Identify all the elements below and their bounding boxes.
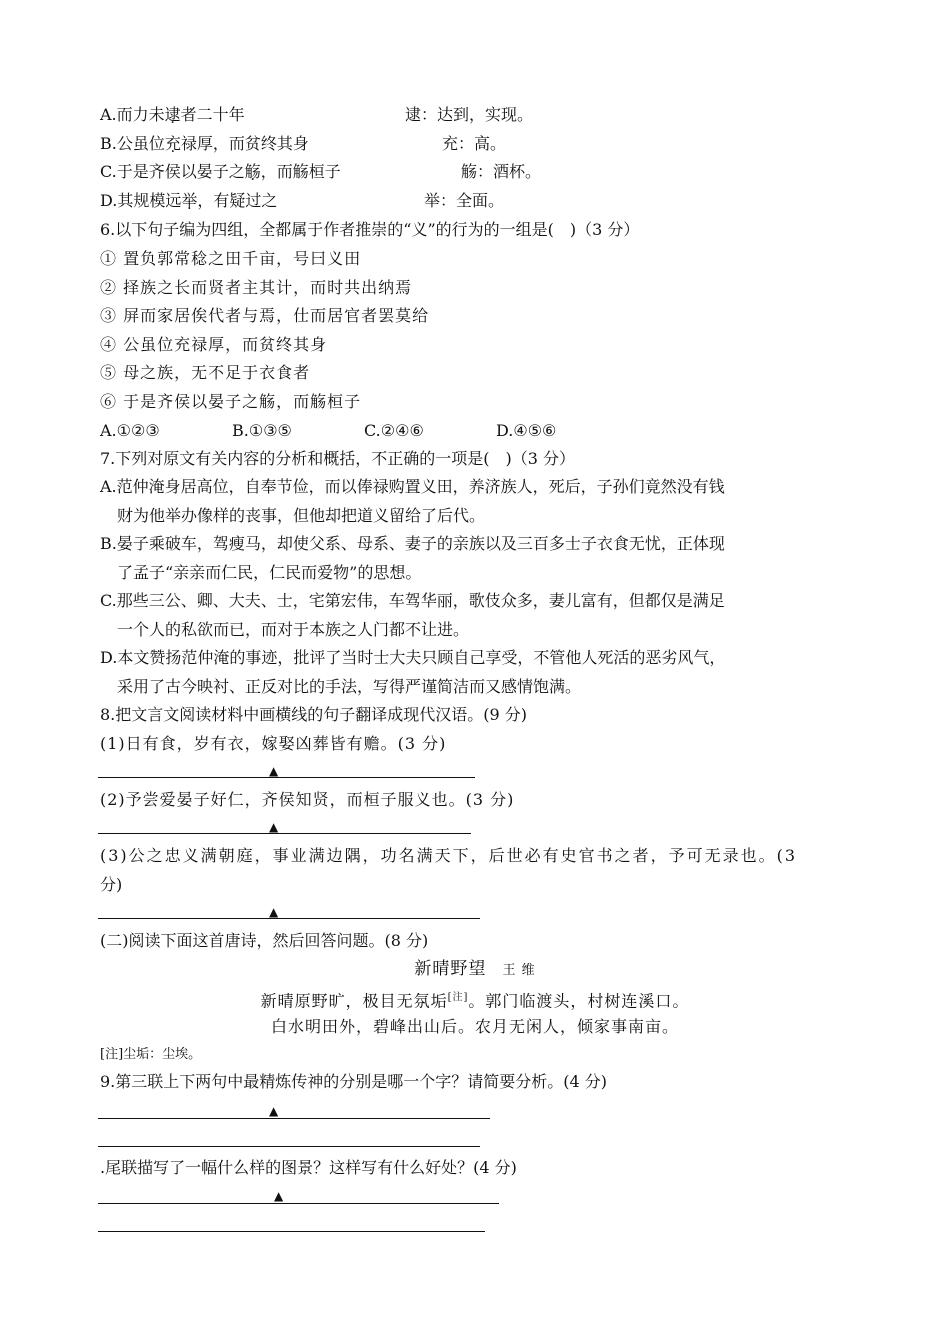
emphasis-dot: 觞: [244, 162, 261, 181]
emphasis-dot: 逮: [164, 105, 181, 124]
q8-sentence-2: (2)予尝爱晏子好仁，齐侯知贤，而桓子服义也。(3 分): [100, 790, 515, 809]
q6-option-d: D.④⑤⑥: [496, 421, 557, 440]
q7-option-b: B.晏子乘破车，驾瘦马，却使父系、母系、妻子的亲族以及三百多士子衣食无忧，正体现: [100, 534, 725, 553]
q5-option-c: C.于是齐侯以晏子之觞，而觞桓子: [100, 162, 341, 181]
q5-gloss-c: 觞：酒杯。: [461, 162, 542, 181]
poem-author: 王 维: [502, 963, 536, 978]
answer-line[interactable]: [98, 1118, 490, 1119]
q7-option-d: D.本文赞扬范仲淹的事迹，批评了当时士大夫只顾自己享受，不管他人死活的恶劣风气，: [100, 648, 726, 667]
poem-line-1: 新晴原野旷，极目无氛垢[注]。郭门临渡头，村树连溪口。: [260, 991, 690, 1011]
q7-stem: 7.下列对原文有关内容的分析和概括，不正确的一项是( )（3 分）: [100, 449, 576, 468]
poem-line-2: 白水明田外，碧峰出山后。农月无闲人，倾家事南亩。: [270, 1017, 679, 1036]
q7-option-a-cont: 财为他举办像样的丧事，但他却把道义留给了后代。: [117, 506, 486, 525]
q5-option-b: B.公虽位充禄厚，而贫终其身: [100, 134, 309, 153]
poem-title-row: [0, 958, 950, 982]
answer-line[interactable]: [98, 833, 471, 834]
q6-option-c: C.②④⑥: [364, 421, 424, 440]
q6-option-a: A.①②③: [100, 421, 160, 440]
answer-marker: ▲: [269, 905, 279, 919]
footnote-marker: [注]: [447, 992, 469, 1003]
q5-gloss-a: 逮：达到，实现。: [405, 105, 534, 124]
section-heading: (二)阅读下面这首唐诗，然后回答问题。(8 分): [100, 931, 429, 950]
q6-sentence: ① 置负郭常稔之田千亩，号曰义田: [100, 249, 362, 268]
poem-title: 新晴野望: [414, 959, 487, 979]
q9-stem: 9.第三联上下两句中最精炼传神的分别是哪一个字？请简要分析。(4 分): [100, 1072, 608, 1091]
answer-marker: ▲: [269, 1104, 279, 1118]
answer-line[interactable]: [98, 1231, 485, 1232]
q6-sentence: ③ 屏而家居俟代者与焉，仕而居官者罢莫给: [100, 306, 430, 325]
q7-option-b-cont: 了孟子“亲亲而仁民，仁民而爱物”的思想。: [117, 563, 422, 582]
q7-option-c: C.那些三公、卿、大夫、士，宅第宏伟，车驾华丽，歌伎众多，妻儿富有，但都仅是满足: [100, 591, 725, 610]
q5-option-a: A.而力未逮者二十年: [100, 105, 245, 124]
answer-marker: ▲: [269, 820, 279, 834]
answer-marker: ▲: [274, 1189, 284, 1203]
q7-option-a: A.范仲淹身居高位，自奉节俭，而以俸禄购置义田，养济族人，死后，子孙们竟然没有钱: [100, 477, 725, 496]
q6-option-b: B.①③⑤: [232, 421, 292, 440]
q6-sentence: ⑤ 母之族，无不足于衣食者: [100, 363, 311, 382]
emphasis-dot: 充: [164, 134, 181, 153]
q8-stem: 8.把文言文阅读材料中画横线的句子翻译成现代汉语。(9 分): [100, 705, 528, 724]
answer-line[interactable]: [98, 1146, 480, 1147]
answer-line[interactable]: [98, 777, 475, 778]
q5-gloss-d: 举：全面。: [424, 191, 505, 210]
poem-note: [注]尘垢：尘埃。: [100, 1047, 202, 1062]
q6-stem: 6.以下句子编为四组，全都属于作者推崇的“义”的行为的一组是( )（3 分）: [100, 220, 640, 239]
q5-gloss-b: 充：高。: [442, 134, 507, 153]
q6-sentence: ④ 公虽位充禄厚，而贫终其身: [100, 335, 328, 354]
q8-sentence-1: (1)日有食，岁有衣，嫁娶凶葬皆有赡。(3 分): [100, 734, 447, 753]
q10-stem: .尾联描写了一幅什么样的图景？这样写有什么好处？(4 分): [100, 1158, 517, 1177]
q7-option-c-cont: 一个人的私欲而已，而对于本族之人门都不让进。: [117, 620, 470, 639]
q8-sentence-3: (3)公之忠义满朝庭，事业满边隅，功名满天下，后世必有史官书之者，予可无录也。(3: [100, 846, 798, 865]
answer-marker: ▲: [269, 764, 279, 778]
q5-option-d: D.其规模远举，有疑过之: [100, 191, 278, 210]
q8-sentence-3-cont: 分): [100, 875, 123, 894]
answer-line[interactable]: [98, 1203, 499, 1204]
emphasis-dot: 举: [181, 191, 198, 210]
q7-option-d-cont: 采用了古今映衬、正反对比的手法，写得严谨简洁而又感情饱满。: [117, 677, 582, 696]
answer-line[interactable]: [98, 918, 480, 919]
q6-sentence: ⑥ 于是齐侯以晏子之觞，而觞桓子: [100, 392, 362, 411]
q6-sentence: ② 择族之长而贤者主其计，而时共出纳焉: [100, 278, 413, 297]
